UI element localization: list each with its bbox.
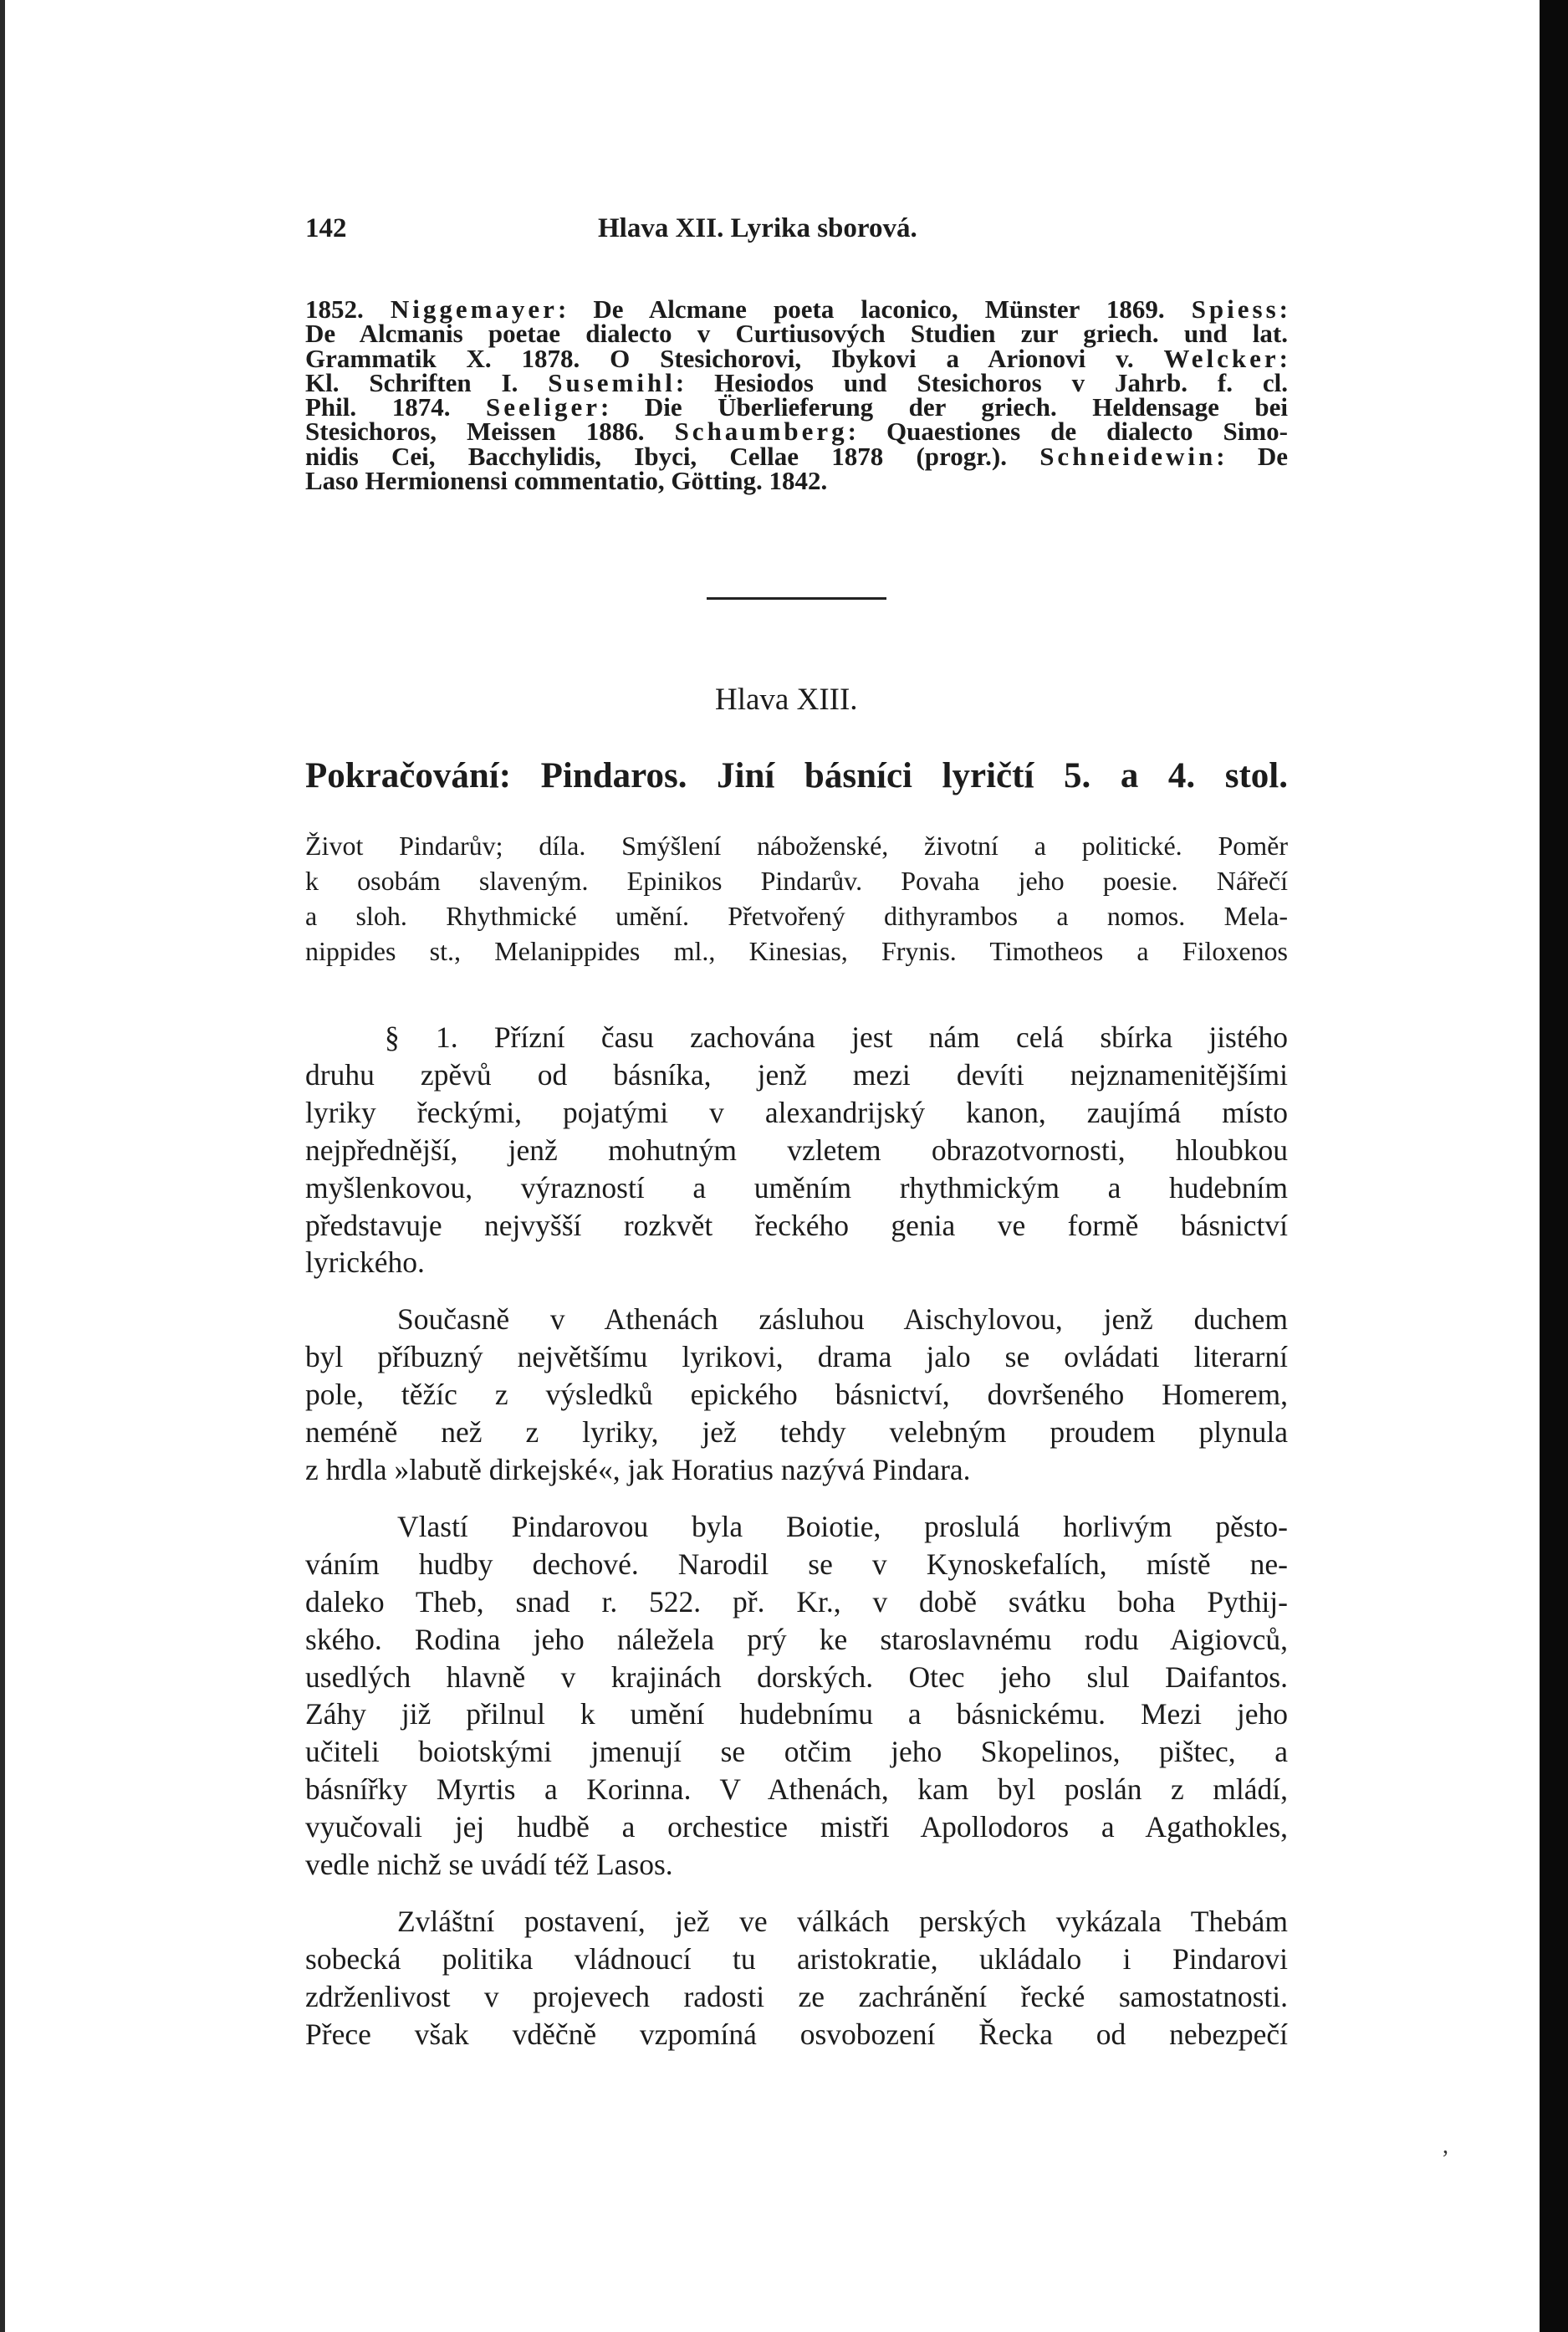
paragraph [305,1508,1288,1884]
bibliography-text: nidis Cei, Bacchylidis, Ibyci, Cellae 1878 (progr.). [305,441,1040,471]
body-text [305,1019,1288,2053]
summary-line: nippides st., Melanippides ml., Kinesias, Frynis. Timotheos a Filoxenos [305,936,1288,966]
author-name: Spiess [1191,294,1279,324]
bibliography-text: : Die Überlieferung der griech. Heldensage bei [600,392,1289,422]
scan-edge-right [1540,0,1568,2332]
bibliography-line [305,294,1288,324]
bibliography-line [305,466,1288,496]
bibliography-text: : De Alcmane poeta laconico, Münster 1869. [557,294,1192,324]
author-name: Schaumberg [674,417,848,447]
body-line: lyriky řeckými, pojatými v alexandrijský kanon, zaujímá místo [305,1095,1288,1129]
paragraph [305,1301,1288,1489]
body-line: básnířky Myrtis a Korinna. V Athenách, kam byl poslán z mládí, [305,1772,1288,1807]
body-line: z hrdla »labutě dirkejské«, jak Horatius nazývá Pindara. [305,1452,971,1486]
body-line: lyrického. [305,1245,425,1280]
body-line: daleko Theb, snad r. 522. př. Kr., v době svátku boha Pythij- [305,1584,1288,1619]
body-line: sobecká politika vládnoucí tu aristokratie, ukládalo i Pindarovi [305,1941,1288,1976]
summary-line: Život Pindarův; díla. Smýšlení náboženské, životní a politické. Poměr [305,831,1288,861]
bibliography-text: : Hesiodos und Stesichoros v Jahrb. f. cl. [675,367,1288,397]
body-line: váním hudby dechové. Narodil se v Kynoskefalích, místě ne- [305,1547,1288,1581]
running-head [305,213,1288,250]
body-line: ského. Rodina jeho náležela prý ke staroslavnému rodu Aigiovců, [305,1622,1288,1656]
paragraph-gap [305,1281,1288,1301]
body-line: usedlých hlavně v krajinách dorských. Otec jeho slul Daifantos. [305,1660,1288,1694]
page-number: 142 [305,213,347,243]
chapter-number: Hlava XIII. [715,683,858,717]
paragraph-gap [305,1489,1288,1508]
paragraph [305,1019,1288,1281]
body-line: neméně než z lyriky, jež tehdy velebným proudem plynula [305,1415,1288,1450]
body-line: § 1. Přízní času zachována jest nám celá sbírka jistého [385,1020,1288,1054]
bibliography-line [305,392,1289,422]
summary-line: a sloh. Rhythmické umění. Přetvořený dithyrambos a nomos. Mela- [305,901,1288,931]
bibliography-text: : De [1216,441,1288,471]
chapter-title: Pokračování: Pindaros. Jiní básníci lyričtí 5. a 4. stol. [305,756,1288,795]
bibliography-line [305,417,1288,447]
author-name: Niggemayer [390,294,558,324]
bibliography-text: Laso Hermionensi commentatio, Götting. 1842. [305,466,828,496]
body-line: učiteli boiotskými jmenují se otčim jeho Skopelinos, pištec, a [305,1735,1288,1769]
bibliography-line [305,367,1288,397]
body-line: vedle nichž se uvádí též Lasos. [305,1848,673,1882]
body-line: Současně v Athenách zásluhou Aischylovou, jenž duchem [397,1302,1288,1337]
paragraph [305,1903,1288,2053]
bibliography [305,294,1289,496]
body-line: druhu zpěvů od básníka, jenž mezi devíti nejznamenitějšími [305,1057,1288,1092]
bibliography-line [305,319,1288,349]
bibliography-line [305,441,1288,471]
body-line: Vlastí Pindarovou byla Boiotie, proslulá horlivým pěsto- [397,1509,1288,1543]
body-line: vyučovali jej hudbě a orchestice mistři Apollodoros a Agathokles, [305,1810,1288,1844]
section-divider [707,597,886,600]
body-line: myšlenkovou, výrazností a uměním rhythmickým a hudebním [305,1170,1288,1204]
body-line: nejpřednější, jenž mohutným vzletem obrazotvornosti, hloubkou [305,1133,1288,1167]
bibliography-text: Grammatik X. 1878. O Stesichorovi, Ibykovi a Arionovi v. [305,343,1164,373]
bibliography-text: Kl. Schriften I. [305,367,549,397]
body-line: zdrženlivost v projevech radosti ze zachránění řecké samostatnosti. [305,1979,1288,2013]
bibliography-text: : [1279,343,1288,373]
summary-line: k osobám slaveným. Epinikos Pindarův. Povaha jeho poesie. Nářečí [305,866,1288,896]
bibliography-text: : [1279,294,1288,324]
body-line: představuje nejvyšší rozkvět řeckého genia ve formě básnictví [305,1208,1288,1242]
body-line: Přece však vděčně vzpomíná osvobození Řecka od nebezpečí [305,2017,1288,2051]
bibliography-text: Phil. 1874. [305,392,486,422]
bibliography-text: 1852. [305,294,391,324]
body-line: Zvláštní postavení, jež ve válkách perských vykázala Thebám [397,1904,1288,1938]
scan-mark: , [1443,2133,1448,2159]
author-name: Schneidewin [1039,441,1217,471]
body-line: Záhy již přilnul k umění hudebnímu a básnickému. Mezi jeho [305,1697,1288,1731]
paragraph-gap [305,1884,1288,1903]
running-title: Hlava XII. Lyrika sborová. [598,213,917,243]
author-name: Seeliger [485,392,600,422]
bibliography-text: De Alcmanis poetae dialecto v Curtiusových Studien zur griech. und lat. [305,319,1288,349]
chapter-summary [305,828,1288,969]
author-name: Susemihl [548,367,676,397]
scan-edge-left [0,0,5,2332]
author-name: Welcker [1163,343,1279,373]
bibliography-text: : Quaestiones de dialecto Simo- [847,417,1288,447]
bibliography-text: Stesichoros, Meissen 1886. [305,417,675,447]
bibliography-line [305,343,1288,373]
body-line: pole, těžíc z výsledků epického básnictví, dovršeného Homerem, [305,1378,1288,1412]
body-line: byl příbuzný největšímu lyrikovi, drama jalo se ovládati literarní [305,1340,1288,1374]
